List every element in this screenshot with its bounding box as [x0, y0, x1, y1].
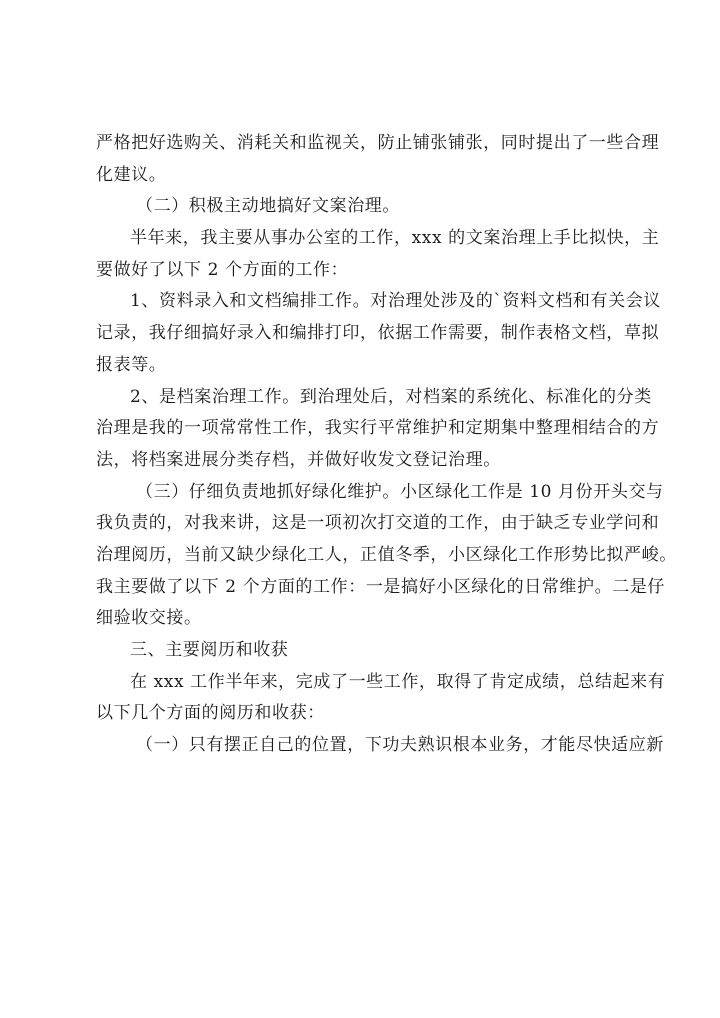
section-heading: （一）只有摆正自己的位置，下功夫熟识根本业务，才能尽快适应新 [136, 735, 664, 756]
text-line: 记录，我仔细搞好录入和编排打印，依据工作需要，制作表格文档，草拟 [96, 323, 660, 344]
list-item: 2、是档案治理工作。到治理处后，对档案的系统化、标准化的分类 [130, 386, 652, 407]
text-line: 报表等。 [96, 354, 167, 375]
text-line: 要做好了以下 2 个方面的工作： [96, 259, 349, 280]
text-line: 化建议。 [96, 164, 167, 185]
section-heading: 三、主要阅历和收获 [130, 640, 289, 660]
text-line: 细验收交接。 [96, 608, 202, 629]
text-line: 以下几个方面的阅历和收获： [96, 703, 325, 724]
text-line: 半年来，我主要从事办公室的工作，xxx 的文案治理上手比拟快，主 [130, 228, 660, 249]
text-line: 严格把好选购关、消耗关和监视关，防止铺张铺张，同时提出了一些合理 [96, 133, 660, 153]
section-heading: （二）积极主动地搞好文案治理。 [136, 196, 400, 217]
section-heading: （三）仔细负责地抓好绿化维护。小区绿化工作是 10 月份开头交与 [136, 481, 664, 502]
text-line: 我负责的，对我来讲，这是一项初次打交道的工作，由于缺乏专业学问和 [96, 513, 660, 534]
text-line: 法，将档案进展分类存档，并做好收发文登记治理。 [96, 449, 501, 470]
text-line: 治理是我的一项常常性工作，我实行平常维护和定期集中整理相结合的方 [96, 418, 660, 439]
text-line: 我主要做了以下 2 个方面的工作：一是搞好小区绿化的日常维护。二是仔 [96, 576, 666, 597]
list-item: 1、资料录入和文档编排工作。对治理处涉及的`资料文档和有关会议 [130, 291, 661, 312]
document-body [96, 128, 677, 762]
text-line: 治理阅历，当前又缺少绿化工人，正值冬季，小区绿化工作形势比拟严峻。 [96, 544, 677, 565]
text-line: 在 xxx 工作半年来，完成了一些工作，取得了肯定成绩，总结起来有 [130, 671, 666, 692]
